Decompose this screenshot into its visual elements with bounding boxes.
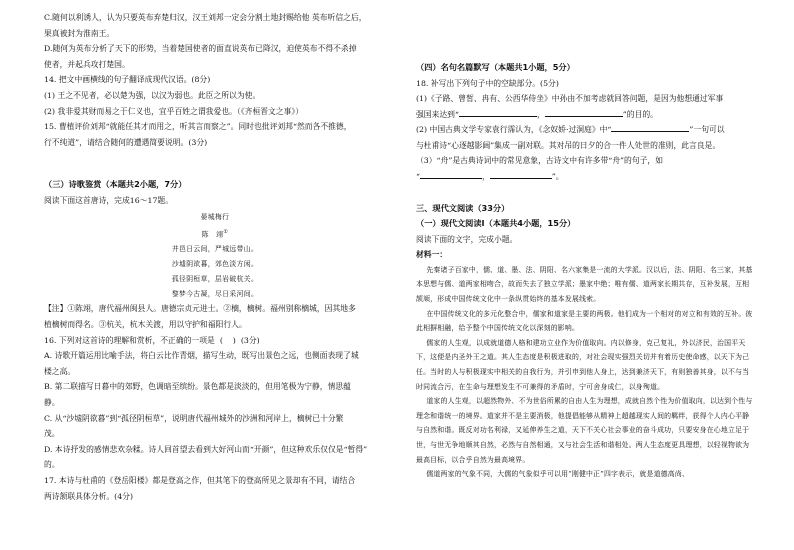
option-d-line2: 使者，并起兵攻打楚国。 bbox=[44, 59, 130, 69]
question-17-line2: 两诗颔联具体分析。(4分) bbox=[44, 491, 134, 501]
q18-1-suffix: ”的目的。 bbox=[622, 109, 658, 119]
question-17-line1: 17. 本诗与杜甫的《登岳阳楼》都是登高之作，但其笔下的登高所见之景却有不同，请结合 bbox=[44, 476, 356, 486]
q18-3-open: “ bbox=[416, 172, 420, 182]
option-c-line1: C.随何以利诱人，认为只要英布弃楚归汉，汉王刘邦一定会分割土地封赐给他 英布听信之后， bbox=[44, 13, 367, 22]
answer-blank-18-1b[interactable] bbox=[545, 108, 623, 117]
option-d-line1: D.随何为英布分析了天下的形势，当着楚国使者的面直说英布已降汉，迫使英布不得不杀掉 bbox=[44, 44, 357, 54]
question-18-2-line2: 与杜甫诗“心逐越影阔”集成一副对联。其对吊的日夕的合一件人处世的准则，此言良是。 bbox=[416, 140, 721, 150]
answer-blank-18-1a[interactable] bbox=[459, 108, 537, 117]
q18-3-sep: ， bbox=[482, 172, 490, 182]
q18-1-prefix: 强国来达到“ bbox=[416, 109, 459, 119]
poem-title: 晏城梅行 bbox=[200, 213, 230, 222]
section-modern-heading: 三、现代文阅读（33分） bbox=[416, 202, 510, 213]
poem-line-1: 井邑日云间，严城远带山。 bbox=[171, 245, 259, 254]
poem-line-4: 黎梦今古凝，尽日采河间。 bbox=[171, 289, 259, 298]
question-15-line1: 15. 曹植评价刘邦“就能任其才而用之，听其言而察之”。同时也批评刘邦“然而各不推德， bbox=[44, 122, 352, 132]
option-16a-line2: 楼之高。 bbox=[44, 366, 76, 376]
poem-author-name: 陈 翊 bbox=[201, 230, 224, 239]
option-16d-line2: 的。 bbox=[44, 460, 60, 470]
material-paragraph-1: 先秦诸子百家中，儒、道、墨、法、阴阳、名六家集是一流的大学派。汉以后，法、阴阳、名三家，其基本思想与儒、道两家相吻合，故而失去了独立学派；墨家中绝；唯有儒、道两家长期共存，互补发展，互相颉颃，形成中国传统文化中一条纵贯始终的基本发展线索。 bbox=[416, 265, 753, 304]
question-14-1: (1) 王之不见者，必以楚为强，以汉为弱也。此臣之所以为使。 bbox=[44, 90, 261, 100]
question-14-2: (2) 我非爱其财而易之于仁义也，宜乎百姓之谓我爱也。（《齐桓晋文之事》） bbox=[44, 106, 304, 116]
material-label: 材料一： bbox=[416, 250, 448, 260]
question-18-1-line2 bbox=[416, 107, 756, 123]
option-16c-line2: 茂。 bbox=[44, 429, 60, 439]
answer-blank-18-2[interactable] bbox=[611, 123, 689, 132]
q18-2-prefix: (2) 中国古典文学专家袁行霈认为，《念奴娇·过洞庭》中“ bbox=[416, 125, 612, 135]
poem-note-line2: 植樀树而得名。③杭关，杭木关渡，用以守护和福阳行人。 bbox=[44, 320, 247, 330]
material-paragraph-2: 在中国传统文化的多元化整合中，儒家和道家是主要的两极。他们成为一个相对的对立和有效的互补。彼此相摒相融，给予整个中国传统文化以深刻的影响。 bbox=[416, 309, 753, 333]
answer-blank-18-3b[interactable] bbox=[490, 170, 552, 179]
question-18: 18. 补写出下列句子中的空缺部分。(5分) bbox=[416, 78, 559, 88]
material-paragraph-5: 儒道两家的气象不同，大儒的气象似乎可以用“刚健中正”四字表示，就是道德高尚、 bbox=[426, 470, 690, 479]
modern-intro: 阅读下面的文字，完成小题。 bbox=[416, 234, 518, 244]
section-poetry-heading: （三）诗歌鉴赏（本题共2小题，7分） bbox=[44, 179, 187, 190]
subsection-modern-1-heading: （一）现代文阅读Ⅰ（本题共4小题，15分） bbox=[416, 218, 576, 229]
section-dictation-heading: （四）名句名篇默写（本题共1小题，5分） bbox=[416, 62, 575, 72]
poem-line-2: 沙墟阴欲暮，郊色淡方闲。 bbox=[171, 260, 259, 269]
left-column bbox=[44, 10, 386, 504]
question-16 bbox=[44, 333, 386, 349]
q18-1-sep: ， bbox=[536, 109, 545, 119]
question-16-stem: 16. 下列对这首诗的理解和赏析，不正确的一项是 bbox=[44, 335, 215, 345]
answer-blank-18-3a[interactable] bbox=[420, 170, 482, 179]
option-16c-line1: C. 从“沙墟阴欲暮”到“孤径阴桓草”，说明唐代福州城外的沙洲和河岸上，樀树已十分繁 bbox=[44, 413, 344, 423]
q18-2-suffix: ”一句可以 bbox=[689, 125, 725, 135]
option-16d-line1: D. 本诗抒发的感情悲欢杂糅。诗人回首望去看到大好河山而“开颜”，但这种欢乐仅仅是“暂得” bbox=[44, 444, 368, 454]
material-paragraph-4: 道家的人生观，以超然物外、不为世俗所累的自由人生为理想，成就自然个性为价值取向，以达到个性与理念和谐统一的境界。道家并不是主要消极，他提倡能够从精神上超越现实人间的羁绊，获得个人内心平静与自然和谐。既反对功名利禄，又延伸养生之道，天下不关心社会事业的奋斗成功，只要安身在心地立足于世，与世无争地顺其自然，必然与自然相通，又与社会生活和谐相处。两人生态度更具理想，以轻视物欲为最高目标，以合乎自然为最高境界。 bbox=[416, 397, 753, 464]
option-16b-line1: B. 第二联描写日暮中的郊野，色调暗至缤纷。景色都是淡淡的，但用笔极为宁静，情思蕴 bbox=[44, 382, 351, 392]
question-16-score: (3分) bbox=[240, 335, 260, 345]
question-18-3-line2 bbox=[416, 169, 756, 185]
question-18-1-line1: (1)《子路、曾皙、冉有、公西华侍坐》中孙由不加考虑就回答问题，是因为他想通过军事 bbox=[416, 94, 724, 104]
option-16a-line1: A. 诗歌开篇运用比喻手法，将白云比作青烟，描写生动，既写出景色之远，也侧面表现了城 bbox=[44, 351, 359, 361]
question-14: 14. 把文中画横线的句子翻译成现代汉语。(8分) bbox=[44, 75, 211, 85]
question-18-3-line1: （3）“舟”是古典诗词中的常见意象，古诗文中有许多带“舟”的句子，如 bbox=[416, 156, 664, 166]
material-paragraph-3: 儒家的人生观，以成就道德人格和建功立业作为价值取向。内以修身，克己复礼，外以济民，治国平天下，这便是内圣外王之道。其人生态度是积极进取的，对社会现实强烈关切并有着历史使命感，以天下为己任。当时的人与积极现实中相关的自我行为，并引申到他人身上，达到兼济天下，有则独善其身，以不与当时同流合污，在生命与理想发生不可兼得的矛盾时，宁可舍身成仁，以身殉道。 bbox=[416, 338, 750, 391]
right-column bbox=[416, 60, 756, 482]
question-15-line2: 行不纯道”，请结合随何的遭遇简要说明。(3分) bbox=[44, 137, 208, 147]
poem-author bbox=[44, 225, 386, 242]
poem-note-line1: 【注】①陈翊，唐代福州闽县人。唐德宗贞元进士。②樀，樀树。福州别称樀城，因其地多 bbox=[44, 304, 356, 314]
option-c-line2: 果真被封为淮南王。 bbox=[44, 28, 115, 38]
answer-paren[interactable]: ( ) bbox=[219, 335, 236, 345]
q18-3-close: ”。 bbox=[551, 172, 564, 182]
question-18-2-line1 bbox=[416, 122, 756, 138]
poem-line-3: 孤径阴桓草，层岩破杭关。 bbox=[171, 274, 259, 283]
poetry-intro: 阅读下面这首唐诗，完成16～17题。 bbox=[44, 195, 173, 205]
option-16b-line2: 静。 bbox=[44, 398, 60, 408]
poem-author-note-mark: ① bbox=[223, 229, 229, 236]
